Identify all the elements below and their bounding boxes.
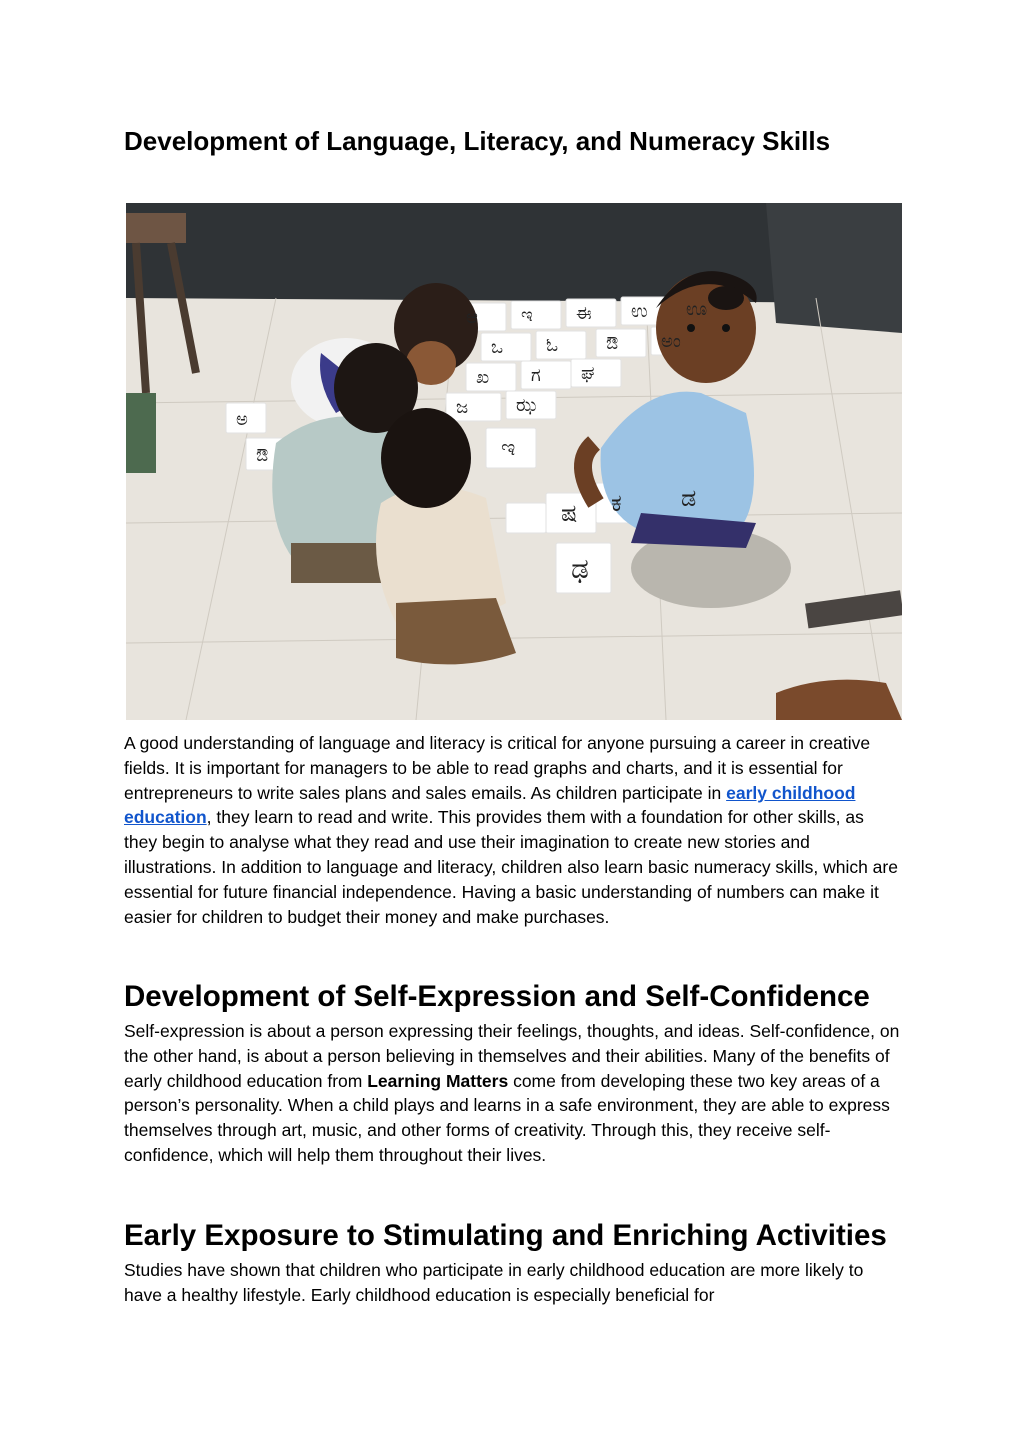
paragraph-text: A good understanding of language and literacy is critical for anyone pursuing a career in creative fields. It is important for managers to be able to read graphs and charts, and it is essential for entrepreneurs to write sales plans and sales emails. As children participate in <box>124 733 871 803</box>
svg-text:ಜ: ಜ <box>456 397 469 418</box>
svg-text:ಉ: ಉ <box>631 301 648 322</box>
svg-text:ಒ: ಒ <box>491 337 504 358</box>
svg-text:ಆ: ಆ <box>466 307 478 328</box>
svg-text:ಓ: ಓ <box>546 335 559 356</box>
paragraph-self-expression <box>124 1019 900 1168</box>
svg-text:ಗ: ಗ <box>531 365 541 386</box>
svg-text:ಇ: ಇ <box>521 305 533 326</box>
svg-text:ಊ: ಊ <box>686 299 708 320</box>
learning-matters-bold: Learning Matters <box>367 1070 509 1091</box>
svg-text:ಕ: ಕ <box>611 489 622 517</box>
svg-text:ಈ: ಈ <box>576 303 592 324</box>
svg-text:ಇ: ಇ <box>501 436 516 461</box>
svg-text:ಔ: ಔ <box>256 445 269 466</box>
svg-text:ಔ: ಔ <box>606 333 619 354</box>
svg-text:ಘ: ಘ <box>581 363 595 384</box>
paragraph-text: come from developing these two key areas of a person’s personality. When a child plays and learns in a safe environment, they are able to express themselves through art, music, and other forms of creativity. Through this, they receive self-confidence, which will help them throughout their lives. <box>124 1070 890 1165</box>
early-childhood-education-link[interactable]: early childhood education <box>124 782 856 828</box>
section-heading-early-exposure: Early Exposure to Stimulating and Enriching Activities <box>124 1219 887 1252</box>
svg-text:ಡ: ಡ <box>681 484 697 512</box>
paragraph-text: , they learn to read and write. This provides them with a foundation for other skills, as they begin to analyse what they read and use their imagination to create new stories and illustrations. In addition to language and literacy, children also learn basic numeracy skills, which are essential for future financial independence. Having a basic understanding of numbers can make it easier for children to budget their money and make purchases. <box>124 807 898 927</box>
children-learning-photo <box>126 203 902 720</box>
paragraph-language-literacy <box>124 731 900 929</box>
section-heading-language: Development of Language, Literacy, and Numeracy Skills <box>124 126 831 156</box>
svg-text:ಅ: ಅ <box>236 409 248 430</box>
paragraph-early-exposure: Studies have shown that children who participate in early childhood education are more likely to have a healthy lifestyle. Early childhood education is especially beneficial for <box>124 1260 864 1305</box>
svg-text:ಅಂ: ಅಂ <box>661 331 681 352</box>
svg-text:ಷ: ಷ <box>561 499 578 527</box>
svg-text:ಝ: ಝ <box>516 395 537 416</box>
section-heading-self-expression: Development of Self-Expression and Self-Confidence <box>124 980 870 1013</box>
svg-text:ಢ: ಢ <box>571 552 589 585</box>
svg-text:ಖ: ಖ <box>476 367 490 388</box>
paragraph-text: Self-expression is about a person expressing their feelings, thoughts, and ideas. Self-confidence, on the other hand, is about a person believing in themselves and their abilities. Many of the benefits of early childhood education from <box>124 1021 900 1091</box>
